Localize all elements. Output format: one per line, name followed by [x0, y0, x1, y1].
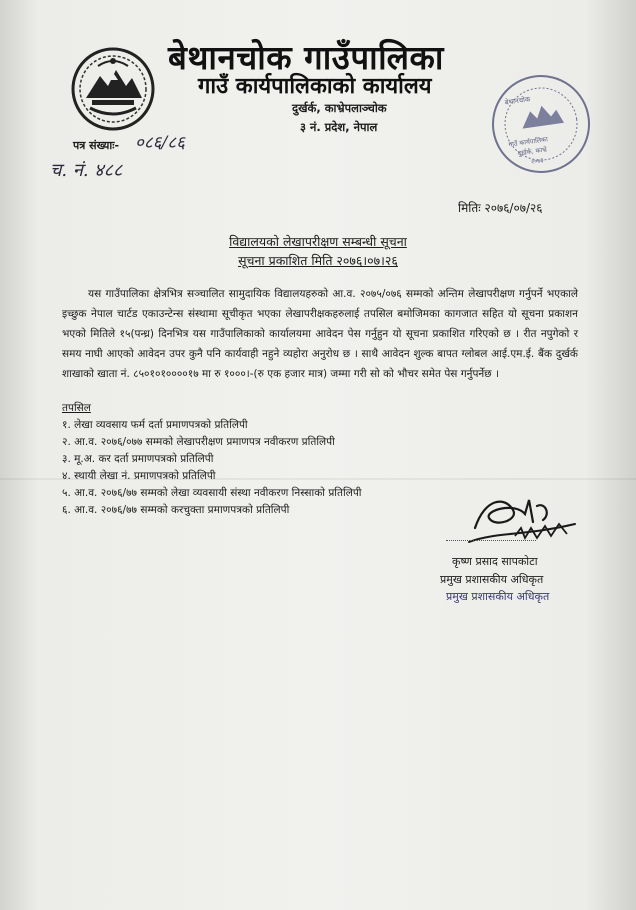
svg-text:२०७३: २०७३	[530, 157, 545, 166]
letter-no-label: पत्र संख्याः-	[73, 139, 120, 152]
address-line: दुर्खर्क, काभ्रेपलाञ्चोक	[292, 101, 387, 115]
schedule-list	[62, 417, 362, 519]
nepal-emblem-icon	[70, 46, 156, 132]
province-line: ३ नं. प्रदेश, नेपाल	[300, 120, 378, 134]
notice-body-text: यस गाउँपालिका क्षेत्रभित्र सञ्चालित सामुदायिक विद्यालयहरुको आ.व. २०७५/०७६ सम्मको अन्तिम लेखापरीक्षण गर्नुपर्ने भएकाले इच्छुक नेपाल चार्टड एकाउन्टेन्स संस्थामा सूचीकृत भएका लेखापरीक्षकहरुलाई तपसिल बमोजिमका कागजात सहित यो सूचना प्रकाशन भएको मितिले १५(पन्ध्र) दिनभित्र यस गाउँपालिकाको कार्यालयमा आवेदन पेस गर्नुहुन यो सूचना प्रकाशित गरिएको छ । रीत नपुगेको र समय नाघी आएको आवेदन उपर कुनै पनि कार्यवाही नहुने व्यहोरा अनुरोध छ । साथै आवेदन शुल्क बापत ग्लोबल आई.एम.ई. बैंक दुर्खर्क शाखाको खाता नं. ८५०१०१००००१७ मा रु १०००।-(रु एक हजार मात्र) जम्मा गरी सो को भौचर समेत पेस गर्नुपर्नेछ ।	[62, 288, 578, 380]
notice-body	[62, 284, 578, 384]
dispatch-number: च. नं. ४८८	[50, 160, 123, 181]
letter-no-value: ०८६/८६	[135, 133, 185, 153]
list-item: ४. स्थायी लेखा नं. प्रमाणपत्रको प्रतिलिपी	[62, 470, 216, 482]
list-item: २. आ.व. २०७६/०७७ सम्मको लेखापरीक्षण प्रमाणपत्र नवीकरण प्रतिलिपी	[62, 436, 335, 448]
svg-text:बेथानचोक: बेथानचोक	[504, 95, 531, 107]
list-item: ५. आ.व. २०७६/७७ सम्मको लेखा व्यवसायी संस्था नवीकरण निस्साको प्रतिलिपी	[62, 487, 362, 499]
letter-date: मितिः २०७६/०७/२६	[458, 201, 543, 215]
notice-published-date: सूचना प्रकाशित मिति २०७६।०७।२६	[238, 253, 398, 268]
signer-name: कृष्ण प्रसाद सापकोटा	[452, 555, 538, 568]
org-name: बेथानचोक गाउँपालिका	[168, 38, 444, 77]
signature-line	[446, 540, 536, 541]
list-item: ३. मू.अ. कर दर्ता प्रमाणपत्रको प्रतिलिपी	[62, 453, 214, 465]
signer-role: प्रमुख प्रशासकीय अधिकृत	[440, 573, 544, 586]
notice-title: विद्यालयको लेखापरीक्षण सम्बन्धी सूचना	[229, 234, 407, 249]
list-item: ६. आ.व. २०७६/७७ सम्मको करचुक्ता प्रमाणपत्रको प्रतिलिपी	[62, 504, 290, 516]
svg-text:गाउँ कार्यपालिका: गाउँ कार्यपालिका	[508, 135, 549, 149]
list-item: १. लेखा व्यवसाय फर्म दर्ता प्रमाणपत्रको प्रतिलिपी	[62, 419, 248, 431]
office-name: गाउँ कार्यपालिकाको कार्यालय	[198, 73, 432, 99]
office-stamp-icon	[486, 70, 596, 178]
svg-text:दुर्खर्क, काभ्रे: दुर्खर्क, काभ्रे	[517, 145, 548, 158]
schedule-heading: तपसिल	[62, 402, 91, 414]
seal-role-text: प्रमुख प्रशासकीय अधिकृत	[446, 590, 550, 603]
